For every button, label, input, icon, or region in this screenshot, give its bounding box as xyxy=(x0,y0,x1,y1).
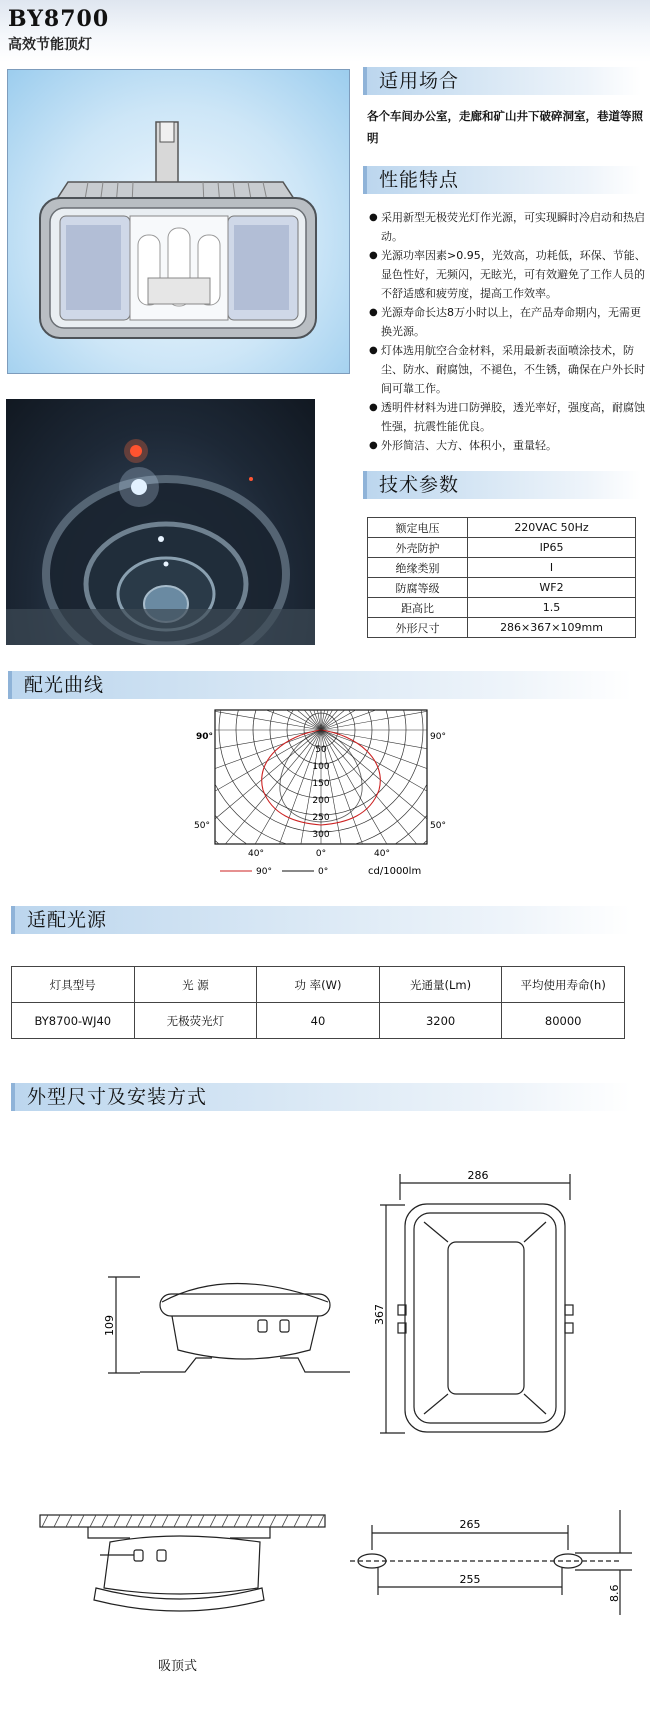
spec-row xyxy=(368,598,636,618)
chart-unit: cd/1000lm xyxy=(368,866,422,877)
dim-width: 286 xyxy=(467,1169,489,1182)
light-source-table xyxy=(11,966,625,1039)
polar-chart xyxy=(190,705,460,880)
spec-value: I xyxy=(468,558,636,578)
table-cell: 3200 xyxy=(379,1003,502,1039)
side-view-drawing xyxy=(108,1277,350,1373)
dim-length: 367 xyxy=(373,1304,386,1325)
radial-tick: 300 xyxy=(312,830,330,840)
spec-label: 防腐等级 xyxy=(368,578,468,598)
feature-item: ● 光源功率因素>0.95，光效高，功耗低，环保、节能、显色性好，无频闪，无眩光，可有效避免了工作人员的不舒适感和疲劳度，提高工作效率。 xyxy=(369,246,649,303)
column-header: 光 源 xyxy=(134,967,257,1003)
spec-row xyxy=(368,558,636,578)
angle-label: 40° xyxy=(248,849,264,859)
table-cell: 80000 xyxy=(502,1003,625,1039)
legend-label: 0° xyxy=(318,867,329,877)
tunnel-illustration xyxy=(6,399,315,645)
angle-label: 40° xyxy=(374,849,390,859)
feature-list xyxy=(369,208,649,455)
dim-height: 109 xyxy=(103,1315,116,1336)
column-header: 光通量(Lm) xyxy=(379,967,502,1003)
feature-item: ● 光源寿命长达8万小时以上，在产品寿命期内，无需更换光源。 xyxy=(369,303,649,341)
column-header: 平均使用寿命(h) xyxy=(502,967,625,1003)
spec-label: 绝缘类别 xyxy=(368,558,468,578)
radial-tick: 50 xyxy=(315,745,327,755)
feature-item: ● 外形简洁、大方、体积小，重量轻。 xyxy=(369,436,649,455)
feature-item: ● 透明件材料为进口防弹胶，透光率好，强度高，耐腐蚀性强，抗震性能优良。 xyxy=(369,398,649,436)
top-view-drawing xyxy=(380,1174,573,1433)
section-dimensions: 外型尺寸及安装方式 xyxy=(11,1083,631,1111)
section-features: 性能特点 xyxy=(363,166,641,194)
angle-label: 90° xyxy=(430,732,446,742)
spec-value: 1.5 xyxy=(468,598,636,618)
spec-label: 额定电压 xyxy=(368,518,468,538)
table-header-row xyxy=(12,967,625,1003)
table-cell: 40 xyxy=(257,1003,380,1039)
feature-item: ● 采用新型无极荧光灯作光源，可实现瞬时冷启动和热启动。 xyxy=(369,208,649,246)
dimension-drawings xyxy=(0,1110,650,1650)
product-photo xyxy=(7,69,350,374)
radial-tick: 200 xyxy=(312,796,330,806)
spec-row xyxy=(368,618,636,638)
spec-label: 距高比 xyxy=(368,598,468,618)
base-plate-drawing xyxy=(350,1510,632,1615)
radial-tick: 100 xyxy=(312,762,330,772)
feature-item: ● 灯体选用航空合金材料，采用最新表面喷涂技术，防尘、防水、耐腐蚀，不褪色，不生锈，确保在户外长时间可靠工作。 xyxy=(369,341,649,398)
spec-value: IP65 xyxy=(468,538,636,558)
spec-row xyxy=(368,538,636,558)
model-title: BY8700 xyxy=(8,6,110,32)
tunnel-photo xyxy=(6,399,315,645)
angle-label: 50° xyxy=(194,821,210,831)
lamp-illustration xyxy=(8,70,351,375)
dim-thickness: 8.6 xyxy=(608,1584,621,1602)
spec-row xyxy=(368,518,636,538)
radial-tick: 250 xyxy=(312,813,330,823)
legend-label: 90° xyxy=(256,867,272,877)
spec-value: WF2 xyxy=(468,578,636,598)
section-specs: 技术参数 xyxy=(363,471,641,499)
column-header: 灯具型号 xyxy=(12,967,135,1003)
angle-label: 50° xyxy=(430,821,446,831)
dim-hole-span: 265 xyxy=(459,1518,481,1531)
spec-label: 外形尺寸 xyxy=(368,618,468,638)
radial-tick: 150 xyxy=(312,779,330,789)
application-text: 各个车间办公室，走廊和矿山井下破碎洞室，巷道等照明 xyxy=(367,109,643,145)
mount-caption: 吸顶式 xyxy=(158,1659,198,1674)
table-cell: BY8700-WJ40 xyxy=(12,1003,135,1039)
section-light-source: 适配光源 xyxy=(11,906,631,934)
dim-base-span: 255 xyxy=(459,1573,481,1586)
column-header: 功 率(W) xyxy=(257,967,380,1003)
product-subtitle: 高效节能顶灯 xyxy=(8,37,92,53)
spec-value: 220VAC 50Hz xyxy=(468,518,636,538)
spec-table xyxy=(367,517,636,638)
table-cell: 无极荧光灯 xyxy=(134,1003,257,1039)
spec-label: 外壳防护 xyxy=(368,538,468,558)
ceiling-mount-drawing xyxy=(40,1515,325,1611)
angle-label: 0° xyxy=(315,849,327,859)
section-distribution: 配光曲线 xyxy=(8,671,632,699)
spec-row xyxy=(368,578,636,598)
section-application: 适用场合 xyxy=(363,67,641,95)
spec-value: 286×367×109mm xyxy=(468,618,636,638)
table-row xyxy=(12,1003,625,1039)
angle-label: 90° xyxy=(196,732,214,742)
